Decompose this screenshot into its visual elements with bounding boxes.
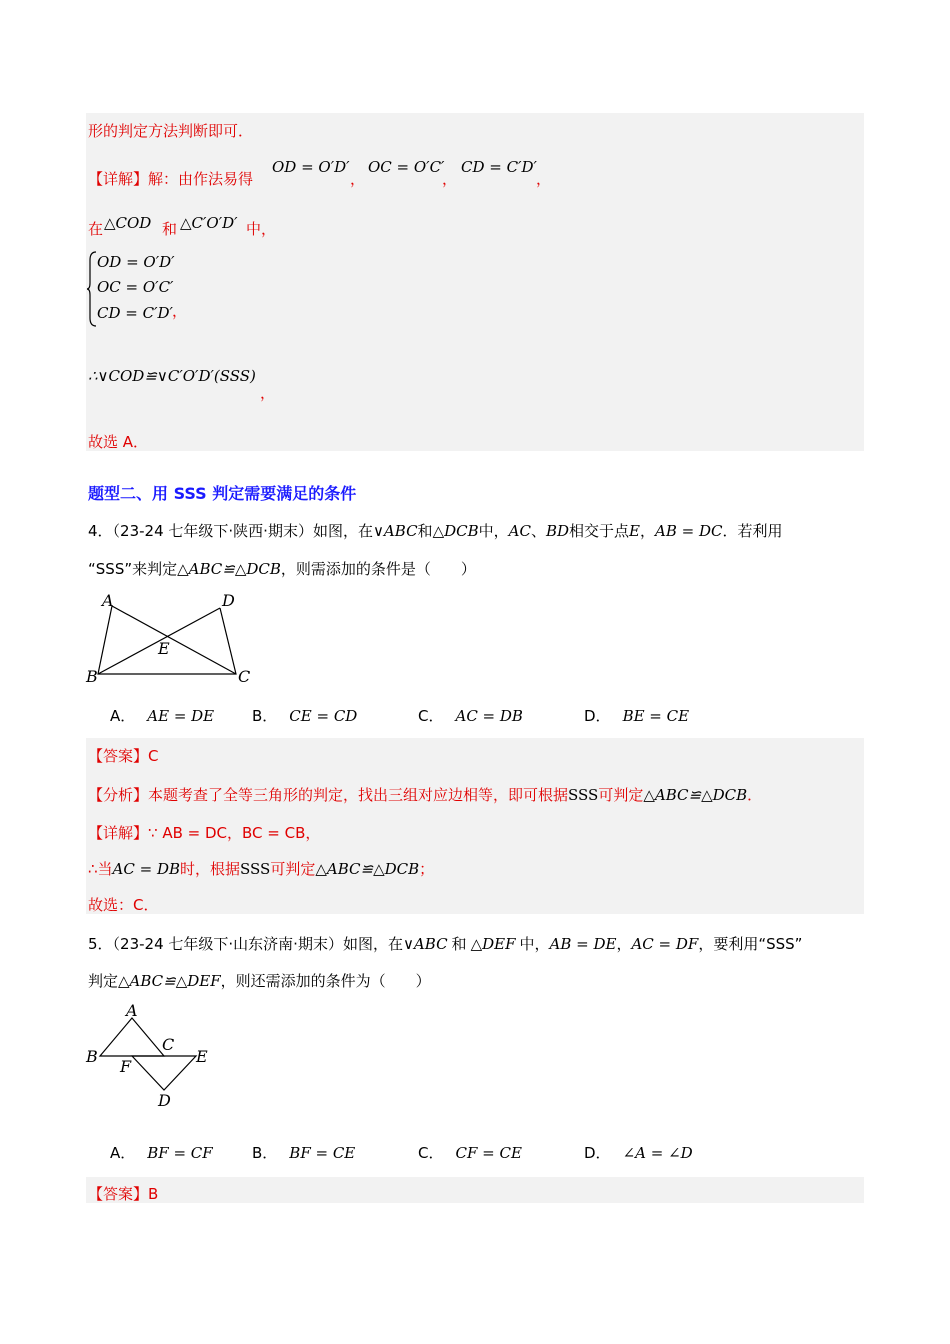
- q5-ab-de: AB = DE: [549, 935, 617, 953]
- q4-label-b: B: [86, 667, 98, 686]
- then-text: 时，根据: [180, 860, 241, 878]
- q5-answer: [88, 1183, 158, 1204]
- option-expr: AC = DB: [455, 707, 523, 725]
- q5-label-a: A: [126, 1001, 138, 1020]
- q4-label-e: E: [158, 639, 170, 658]
- eq-oc: OC = O′C′: [368, 158, 445, 176]
- q4-congruence: △ABC≌△DCB: [177, 560, 281, 578]
- analysis-tag: 【分析】: [88, 786, 149, 804]
- q4-stem-line2: [88, 558, 476, 579]
- answer-tag: 【答案】: [88, 747, 149, 765]
- zhong-text: 中，: [246, 220, 277, 238]
- detail-text: ∵ AB = DC，BC = CB，: [148, 824, 321, 842]
- q5-option-d[interactable]: [584, 1142, 693, 1163]
- q4-label-d: D: [222, 591, 235, 610]
- option-letter: C．: [418, 1144, 444, 1162]
- section-title: 题型二、用 SSS 判定需要满足的条件: [88, 484, 357, 503]
- option-expr: AE = DE: [147, 707, 215, 725]
- option-letter: A．: [110, 1144, 136, 1162]
- q5-and: 和: [451, 935, 467, 953]
- eq-od: OD = O′D′: [272, 158, 350, 176]
- q4-label-c: C: [238, 667, 251, 686]
- then-eq: AC = DB: [112, 860, 181, 878]
- q4-ac: AC: [508, 522, 531, 540]
- then-congruence: △ABC≌△DCB: [315, 860, 420, 878]
- and-text: 和: [162, 220, 178, 238]
- option-letter: B．: [252, 707, 278, 725]
- option-expr: CF = CE: [455, 1144, 522, 1162]
- option-expr: ∠A = ∠D: [622, 1144, 693, 1162]
- q5-stem-line1: [88, 933, 802, 954]
- q4-text: ．若利用: [722, 522, 783, 540]
- analysis-congruence: △ABC≌△DCB: [643, 786, 748, 804]
- then-sss: SSS: [240, 860, 271, 878]
- solution-box-5: [86, 1177, 864, 1203]
- tri-cod: △COD: [104, 214, 152, 232]
- analysis-sss: SSS: [568, 786, 599, 804]
- analysis-end: ．: [747, 786, 763, 804]
- q4-answer: [88, 745, 159, 766]
- q4-text: （23-24 七年级下·陕西·期末）如图，在: [112, 522, 373, 540]
- solution-line: 形的判定方法判断即可．: [88, 122, 254, 140]
- option-letter: B．: [252, 1144, 278, 1162]
- q5-label-f: F: [120, 1057, 132, 1076]
- option-expr: BF = CE: [289, 1144, 356, 1162]
- q5-text: 中，: [519, 935, 550, 953]
- system-eq-3: CD = C′D′: [97, 304, 173, 322]
- option-letter: D．: [584, 707, 611, 725]
- q5-ac-df: AC = DF: [631, 935, 699, 953]
- q4-diagonal-ac: [112, 606, 236, 674]
- option-letter: D．: [584, 1144, 611, 1162]
- q4-text: 相交于点: [569, 522, 630, 540]
- q5-congruence: △ABC≌△DEF: [118, 972, 221, 990]
- q4-e: E: [629, 522, 640, 540]
- q4-text: “SSS”来判定: [88, 560, 178, 578]
- answer-tag: 【答案】: [88, 1185, 149, 1203]
- q4-analysis: [88, 784, 762, 805]
- option-expr: CE = CD: [289, 707, 358, 725]
- q4-figure: [84, 590, 264, 690]
- analysis-text: 可判定: [598, 786, 644, 804]
- detail-text: 解：由作法易得: [148, 170, 254, 188]
- q4-detail: [88, 822, 320, 843]
- q4-then: [88, 858, 434, 879]
- q4-choose: 故选：C．: [88, 896, 159, 914]
- q4-number: 4．: [88, 522, 113, 540]
- conclusion-end: ，: [260, 384, 276, 402]
- system-eq-1: OD = O′D′: [97, 253, 175, 271]
- q4-text: 中，: [478, 522, 509, 540]
- q4-stem-line1: [88, 520, 783, 541]
- q4-bd: BD: [545, 522, 570, 540]
- q4-sep: 、: [530, 522, 546, 540]
- in-text: 在: [88, 220, 104, 238]
- q5-label-e: E: [196, 1047, 208, 1066]
- system-eq-2: OC = O′C′: [97, 278, 174, 296]
- q5-triangle-def: [132, 1056, 196, 1090]
- detail-line: [88, 168, 253, 189]
- option-expr: BE = CE: [622, 707, 690, 725]
- q4-text: ，则需添加的条件是（ ）: [280, 560, 476, 578]
- q5-text: ，要利用“SSS”: [698, 935, 803, 953]
- conclusion: ∴∨COD≌∨C′O′D′(SSS): [88, 367, 256, 385]
- then-end: ；: [419, 860, 435, 878]
- eq-cd: CD = C′D′: [461, 158, 537, 176]
- q4-tri-abc: ∨ABC: [372, 522, 418, 540]
- q4-ab-dc: AB = DC: [655, 522, 723, 540]
- q4-label-a: A: [102, 591, 114, 610]
- q5-figure: [84, 1000, 214, 1112]
- comma: ，: [350, 170, 366, 188]
- q5-sep: ，: [616, 935, 632, 953]
- q5-option-a[interactable]: [110, 1142, 213, 1163]
- q4-option-b[interactable]: [252, 705, 357, 726]
- q4-tri-dcb: △DCB: [432, 522, 479, 540]
- comma: ，: [442, 170, 458, 188]
- system-end: ，: [172, 302, 188, 320]
- choose-answer: 故选 A．: [88, 433, 149, 451]
- q5-stem-line2: [88, 970, 431, 991]
- q5-number: 5．: [88, 935, 113, 953]
- q4-option-a[interactable]: [110, 705, 214, 726]
- tri-cod-prime: △C′O′D′: [180, 214, 238, 232]
- q5-text: ，则还需添加的条件为（ ）: [220, 972, 431, 990]
- answer-value: C: [148, 747, 159, 765]
- q5-label-c: C: [162, 1035, 175, 1054]
- q5-triangle-abc: [100, 1018, 164, 1056]
- q4-option-c[interactable]: [418, 705, 523, 726]
- q4-and: 和: [417, 522, 433, 540]
- q5-text: 判定: [88, 972, 119, 990]
- answer-value: B: [148, 1185, 159, 1203]
- q4-text: ，: [640, 522, 656, 540]
- option-expr: BF = CF: [147, 1144, 213, 1162]
- q5-option-b[interactable]: [252, 1142, 355, 1163]
- analysis-text: 本题考查了全等三角形的判定，找出三组对应边相等，即可根据: [148, 786, 569, 804]
- then-text: ∴当: [88, 860, 113, 878]
- detail-tag: 【详解】: [88, 824, 149, 842]
- q5-label-d: D: [158, 1091, 171, 1110]
- q5-tri-def: △DEF: [470, 935, 516, 953]
- detail-tag: 【详解】: [88, 170, 149, 188]
- then-text: 可判定: [270, 860, 316, 878]
- q5-text: （23-24 七年级下·山东济南·期末）如图，在: [112, 935, 403, 953]
- q4-option-d[interactable]: [584, 705, 689, 726]
- q5-tri-abc: ∨ABC: [402, 935, 448, 953]
- option-letter: A．: [110, 707, 136, 725]
- q5-label-b: B: [86, 1047, 98, 1066]
- option-letter: C．: [418, 707, 444, 725]
- comma: ，: [536, 170, 552, 188]
- q5-option-c[interactable]: [418, 1142, 522, 1163]
